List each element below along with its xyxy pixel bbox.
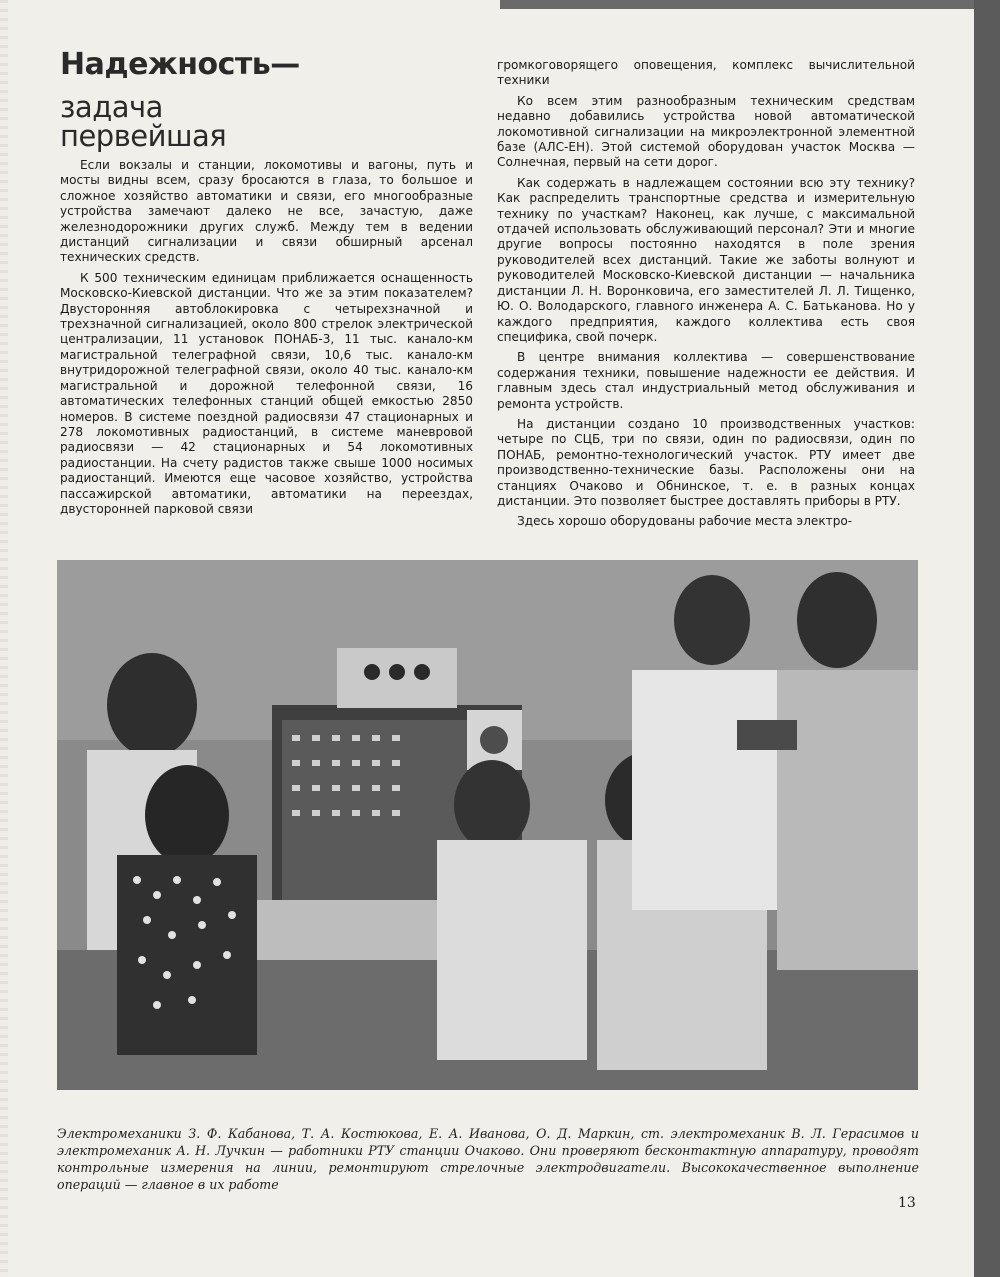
paragraph: громкоговорящего оповещения, комплекс вычислительной техники (497, 58, 915, 88)
photo-illustration (57, 560, 918, 1090)
paragraph: На дистанции создано 10 производственных участков: четыре по СЦБ, три по связи, один по радиосвязи, один по ПОНАБ, ремонтно-технологический участок. РТУ имеет две производственно-технические базы. Расположены они на станциях Очаково и Обнинское, т. е. в разных концах дистанции. Это позволяет быстрее доставлять приборы в РТУ. (497, 416, 915, 508)
paragraph: В центре внимания коллектива — совершенствование содержания техники, повышение надежности ее действия. И главным здесь стал индустриальный метод обслуживания и ремонта устройств. (497, 350, 915, 411)
paragraph: Ко всем этим разнообразным техническим средствам недавно добавились устройства новой автоматической локомотивной сигнализации на микроэлектронной элементной базе (АЛС-ЕН). Этой системой оборудован участок Москва — Солнечная, первый на сети дорог. (497, 93, 915, 170)
page-number: 13 (898, 1195, 916, 1211)
scan-edge-top (500, 0, 974, 9)
photo-caption: Электромеханики З. Ф. Кабанова, Т. А. Костюкова, Е. А. Иванова, О. Д. Маркин, ст. электромеханик В. Л. Герасимов и электромеханик А. Н. Лучкин — работники РТУ станции Очаково. Они проверяют бесконтактную аппаратуру, проводят контрольные измерения на линии, ремонтируют стрелочные электродвигатели. Высококачественное выполнение операций — главное в их работе (57, 1126, 919, 1192)
scan-edge-right (974, 0, 1000, 1277)
article-title-line2: задача первейшая (60, 90, 227, 153)
paragraph: Как содержать в надлежащем состоянии всю эту технику? Как распределить транспортные средства и измерительную технику по участкам? Наконец, как лучше, с максимальной отдачей использовать обслуживающий персонал? Эти и многие другие вопросы постоянно находятся в поле зрения руководителей всех дистанций. Такие же заботы волнуют и руководителей Московско-Киевской дистанции — начальника дистанции Л. Н. Воронковича, его заместителей Л. Л. Тищенко, Ю. О. Володарского, главного инженера А. С. Батьканова. Но у каждого предприятия, каждого коллектива есть своя специфика, свой почерк. (497, 175, 915, 344)
left-text-column (60, 158, 473, 522)
right-text-column (497, 58, 915, 535)
scan-edge-left (0, 0, 8, 1277)
workers-photo (57, 560, 918, 1090)
paragraph: Здесь хорошо оборудованы рабочие места электро- (517, 514, 853, 529)
article-title-line1: Надежность— (60, 47, 300, 82)
paragraph: К 500 техническим единицам приближается оснащенность Московско-Киевской дистанции. Что же за этим показателем? Двусторонняя автоблокировка с четырехзначной и трехзначной сигнализацией, около 800 стрелок электрической централизации, 11 установок ПОНАБ-3, 11 тыс. канало-км магистральной телеграфной связи, 10,6 тыс. канало-км внутридорожной телеграфной связи, около 40 тыс. канало-км магистральной и дорожной телефонной связи, 16 автоматических телефонных станций общей емкостью 2850 номеров. В системе поездной радиосвязи 47 стационарных и 278 локомотивных радиостанций, в системе маневровой радиосвязи — 42 стационарных и 54 локомотивных радиостанции. На счету радистов также свыше 1000 носимых радиостанций. Имеются еще часовое хозяйство, устройства пассажирской автоматики, автоматики на переездах, двусторонней парковой связи (60, 270, 473, 516)
paragraph: Если вокзалы и станции, локомотивы и вагоны, путь и мосты видны всем, сразу бросаются в глаза, то большое и сложное хозяйство автоматики и связи, его многообразные устройства замечают далеко не все, зачастую, даже железнодорожники других служб. Между тем в ведении дистанций сигнализации и связи обширный арсенал технических средств. (60, 158, 473, 265)
